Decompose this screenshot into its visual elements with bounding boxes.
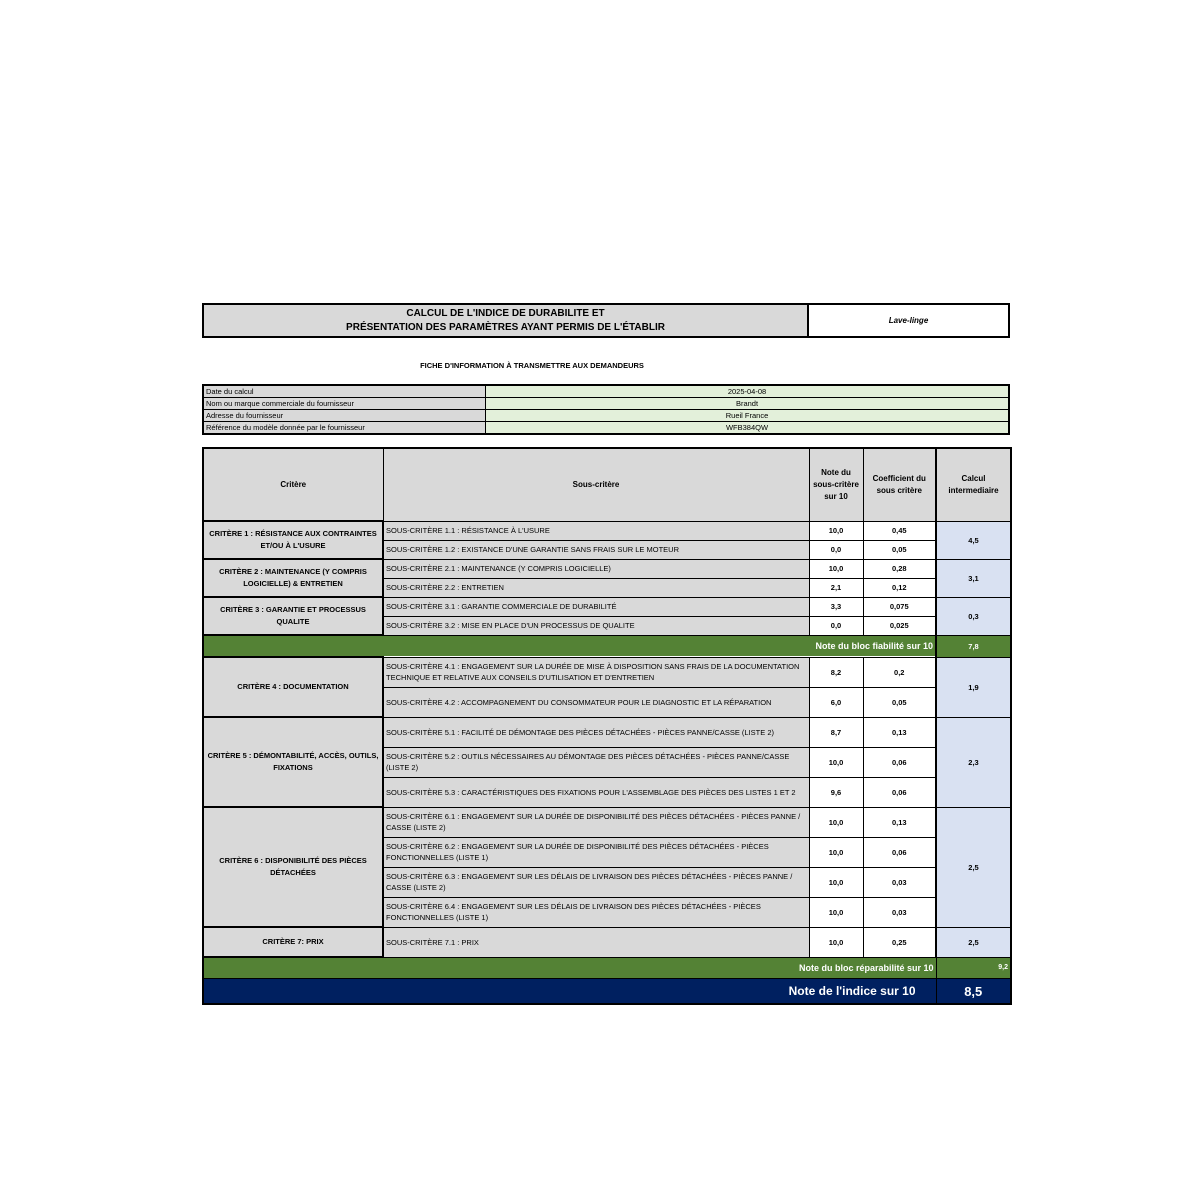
coef-value: 0,06	[863, 747, 936, 777]
note-value: 10,0	[809, 521, 863, 540]
calc-value: 0,3	[936, 597, 1011, 635]
sous-critere-label: SOUS-CRITÈRE 6.1 : ENGAGEMENT SUR LA DURÉE DE DISPONIBILITÉ DES PIÈCES DÉTACHÉES - PIÈCES PANNE / CASSE (LISTE 2)	[383, 807, 809, 837]
info-row	[203, 410, 1009, 422]
note-value: 10,0	[809, 927, 863, 957]
sous-critere-label: SOUS-CRITÈRE 2.2 : ENTRETIEN	[383, 578, 809, 597]
bloc-reparabilite-value: 9,2	[936, 957, 1011, 979]
bloc-reparabilite-row	[203, 957, 1011, 979]
info-label: Référence du modèle donnée par le fournisseur	[203, 422, 486, 435]
col-header-coef: Coefficient du sous critère	[863, 448, 936, 521]
col-header-note: Note du sous-critère sur 10	[809, 448, 863, 521]
calc-value: 2,5	[936, 807, 1011, 927]
coef-value: 0,03	[863, 897, 936, 927]
sous-critere-label: SOUS-CRITÈRE 3.2 : MISE EN PLACE D'UN PROCESSUS DE QUALITE	[383, 616, 809, 635]
info-value: Brandt	[486, 398, 1010, 410]
note-value: 8,2	[809, 657, 863, 687]
note-value: 10,0	[809, 747, 863, 777]
bloc-fiabilite-label: Note du bloc fiabilité sur 10	[203, 635, 936, 657]
coef-value: 0,06	[863, 777, 936, 807]
note-value: 10,0	[809, 807, 863, 837]
coef-value: 0,025	[863, 616, 936, 635]
table-header-row	[203, 448, 1011, 521]
coef-value: 0,13	[863, 717, 936, 747]
document-title	[202, 303, 809, 338]
calc-value: 2,5	[936, 927, 1011, 957]
col-header-sous-critere: Sous-critère	[383, 448, 809, 521]
table-row	[203, 717, 1011, 747]
coef-value: 0,45	[863, 521, 936, 540]
note-value: 10,0	[809, 897, 863, 927]
info-row	[203, 422, 1009, 435]
critere-label: CRITÈRE 1 : RÉSISTANCE AUX CONTRAINTES ET/OU À L'USURE	[203, 521, 383, 559]
product-type: Lave-linge	[807, 303, 1010, 338]
table-row	[203, 559, 1011, 578]
coef-value: 0,28	[863, 559, 936, 578]
info-label: Adresse du fournisseur	[203, 410, 486, 422]
sous-critere-label: SOUS-CRITÈRE 5.2 : OUTILS NÉCESSAIRES AU DÉMONTAGE DES PIÈCES DÉTACHÉES - PIÈCES PANNE/CASSE (LISTE 2)	[383, 747, 809, 777]
critere-label: CRITÈRE 6 : DISPONIBILITÉ DES PIÈCES DÉTACHÉES	[203, 807, 383, 927]
col-header-critere: Critère	[203, 448, 383, 521]
indice-row	[203, 979, 1011, 1005]
sous-critere-label: SOUS-CRITÈRE 6.3 : ENGAGEMENT SUR LES DÉLAIS DE LIVRAISON DES PIÈCES DÉTACHÉES - PIÈCES PANNE / CASSE (LISTE 2)	[383, 867, 809, 897]
info-label: Nom ou marque commerciale du fournisseur	[203, 398, 486, 410]
calc-value: 2,3	[936, 717, 1011, 807]
sous-critere-label: SOUS-CRITÈRE 6.2 : ENGAGEMENT SUR LA DURÉE DE DISPONIBILITÉ DES PIÈCES DÉTACHÉES - PIÈCES FONCTIONNELLES (LISTE 1)	[383, 837, 809, 867]
coef-value: 0,2	[863, 657, 936, 687]
indice-label: Note de l'indice sur 10	[203, 979, 936, 1005]
bloc-fiabilite-row	[203, 635, 1011, 657]
note-value: 0,0	[809, 540, 863, 559]
note-value: 9,6	[809, 777, 863, 807]
calc-value: 1,9	[936, 657, 1011, 717]
bloc-fiabilite-value: 7,8	[936, 635, 1011, 657]
note-value: 10,0	[809, 867, 863, 897]
info-row	[203, 398, 1009, 410]
note-value: 8,7	[809, 717, 863, 747]
critere-label: CRITÈRE 2 : MAINTENANCE (Y COMPRIS LOGICIELLE) & ENTRETIEN	[203, 559, 383, 597]
sous-critere-label: SOUS-CRITÈRE 4.2 : ACCOMPAGNEMENT DU CONSOMMATEUR POUR LE DIAGNOSTIC ET LA RÉPARATION	[383, 687, 809, 717]
critere-label: CRITÈRE 5 : DÉMONTABILITÉ, ACCÈS, OUTILS, FIXATIONS	[203, 717, 383, 807]
info-row	[203, 385, 1009, 398]
sous-critere-label: SOUS-CRITÈRE 1.2 : EXISTANCE D'UNE GARANTIE SANS FRAIS SUR LE MOTEUR	[383, 540, 809, 559]
coef-value: 0,03	[863, 867, 936, 897]
coef-value: 0,075	[863, 597, 936, 616]
critere-label: CRITÈRE 3 : GARANTIE ET PROCESSUS QUALITE	[203, 597, 383, 635]
critere-label: CRITÈRE 4 : DOCUMENTATION	[203, 657, 383, 717]
indice-value: 8,5	[936, 979, 1011, 1005]
info-value: 2025-04-08	[486, 385, 1010, 398]
critere-label: CRITÈRE 7: PRIX	[203, 927, 383, 957]
table-row	[203, 657, 1011, 687]
sous-critere-label: SOUS-CRITÈRE 7.1 : PRIX	[383, 927, 809, 957]
sous-critere-label: SOUS-CRITÈRE 2.1 : MAINTENANCE (Y COMPRIS LOGICIELLE)	[383, 559, 809, 578]
note-value: 3,3	[809, 597, 863, 616]
note-value: 6,0	[809, 687, 863, 717]
coef-value: 0,05	[863, 540, 936, 559]
info-table	[202, 384, 1010, 435]
sous-critere-label: SOUS-CRITÈRE 1.1 : RÉSISTANCE À L'USURE	[383, 521, 809, 540]
table-row	[203, 927, 1011, 957]
coef-value: 0,05	[863, 687, 936, 717]
coef-value: 0,06	[863, 837, 936, 867]
table-row	[203, 597, 1011, 616]
info-label: Date du calcul	[203, 385, 486, 398]
sous-critere-label: SOUS-CRITÈRE 6.4 : ENGAGEMENT SUR LES DÉLAIS DE LIVRAISON DES PIÈCES DÉTACHÉES - PIÈCES FONCTIONNELLES (LISTE 1)	[383, 897, 809, 927]
table-row	[203, 521, 1011, 540]
fiche-subtitle: FICHE D'INFORMATION À TRANSMETTRE AUX DEMANDEURS	[420, 361, 644, 370]
note-value: 2,1	[809, 578, 863, 597]
note-value: 10,0	[809, 837, 863, 867]
calc-value: 4,5	[936, 521, 1011, 559]
note-value: 0,0	[809, 616, 863, 635]
calc-value: 3,1	[936, 559, 1011, 597]
sous-critere-label: SOUS-CRITÈRE 3.1 : GARANTIE COMMERCIALE DE DURABILITÉ	[383, 597, 809, 616]
criteria-table	[202, 447, 1012, 1005]
sous-critere-label: SOUS-CRITÈRE 4.1 : ENGAGEMENT SUR LA DURÉE DE MISE À DISPOSITION SANS FRAIS DE LA DOCUMENTATION TECHNIQUE ET RELATIVE AUX CONSEILS D'UTILISATION ET D'ENTRETIEN	[383, 657, 809, 687]
table-row	[203, 807, 1011, 837]
col-header-calc: Calcul intermediaire	[936, 448, 1011, 521]
info-value: Rueil France	[486, 410, 1010, 422]
sous-critere-label: SOUS-CRITÈRE 5.1 : FACILITÉ DE DÉMONTAGE DES PIÈCES DÉTACHÉES - PIÈCES PANNE/CASSE (LISTE 2)	[383, 717, 809, 747]
note-value: 10,0	[809, 559, 863, 578]
title-line-1: CALCUL DE L'INDICE DE DURABILITE ET	[406, 308, 605, 319]
sous-critere-label: SOUS-CRITÈRE 5.3 : CARACTÉRISTIQUES DES FIXATIONS POUR L'ASSEMBLAGE DES PIÈCES DES LISTES 1 ET 2	[383, 777, 809, 807]
coef-value: 0,25	[863, 927, 936, 957]
info-value: WFB384QW	[486, 422, 1010, 435]
bloc-reparabilite-label: Note du bloc réparabilité sur 10	[203, 957, 936, 979]
title-line-2: PRÉSENTATION DES PARAMÈTRES AYANT PERMIS DE L'ÉTABLIR	[346, 322, 665, 333]
coef-value: 0,13	[863, 807, 936, 837]
coef-value: 0,12	[863, 578, 936, 597]
